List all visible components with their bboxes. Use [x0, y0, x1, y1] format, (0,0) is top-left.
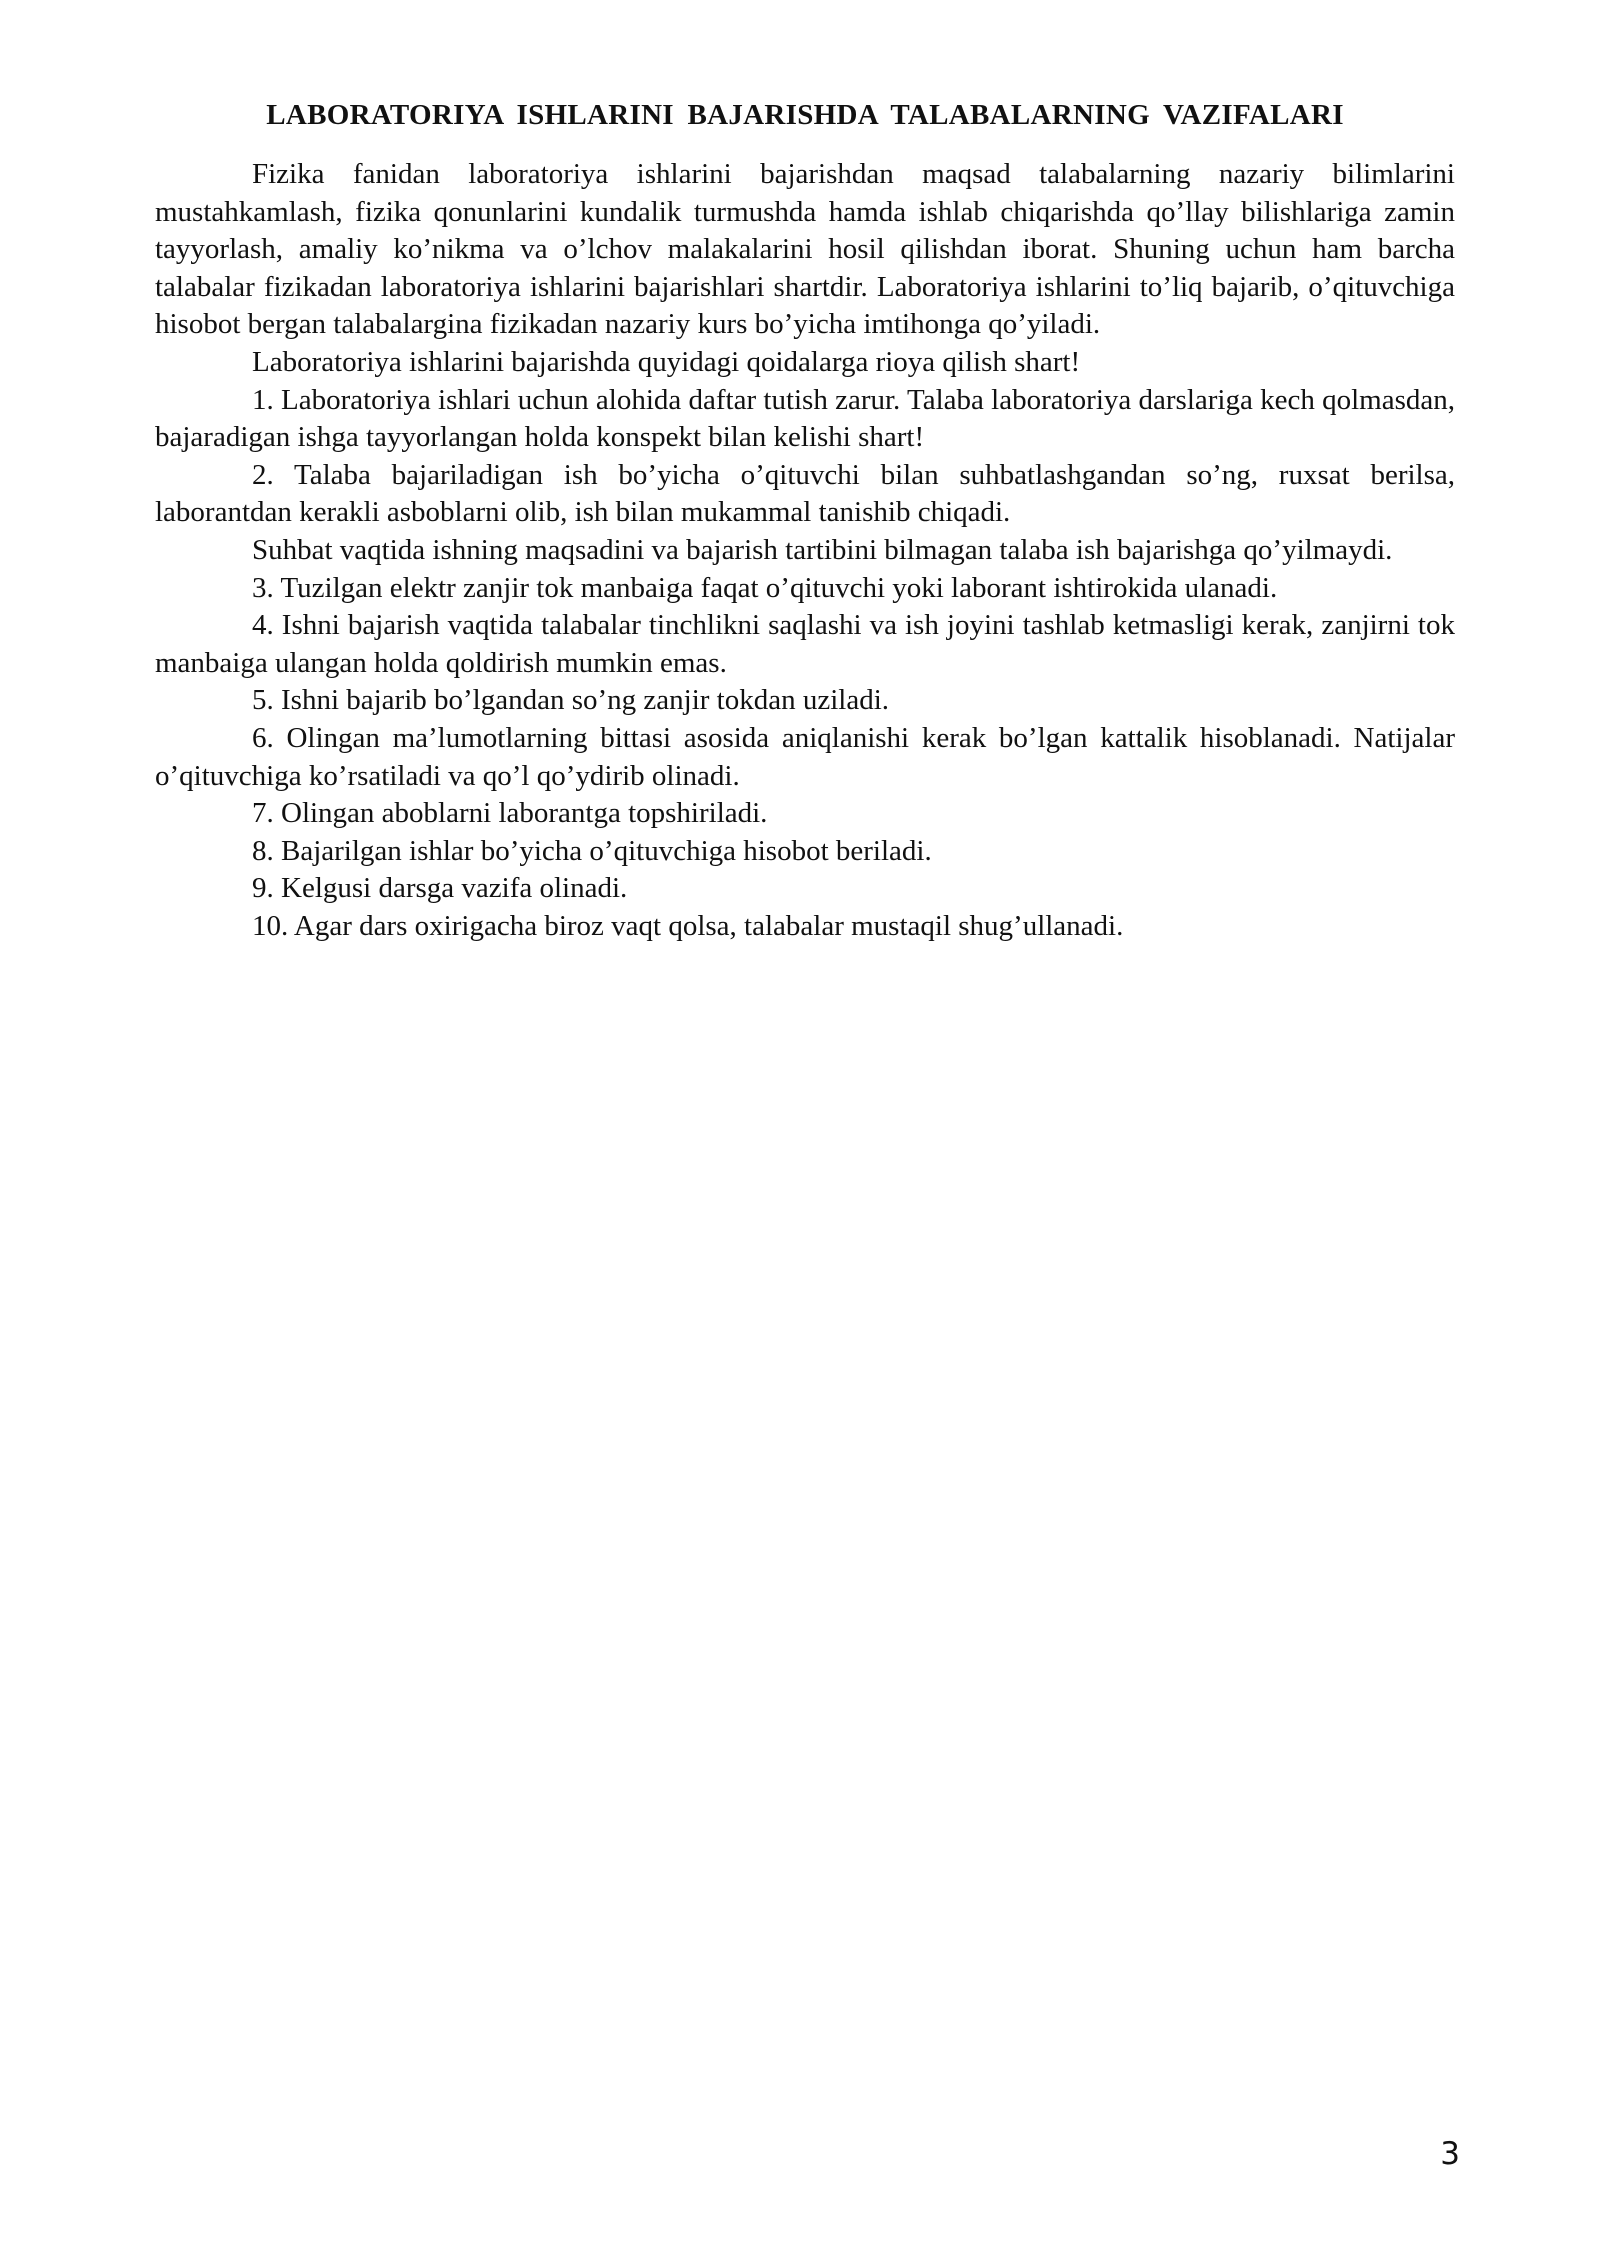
- page-content: [155, 96, 1455, 945]
- rule-2-note-paragraph: Suhbat vaqtida ishning maqsadini va bajarish tartibini bilmagan talaba ish bajarishga qo’yilmaydi.: [252, 533, 1393, 566]
- page-number: 3: [1440, 2136, 1460, 2172]
- rule-2-paragraph: 2. Talaba bajariladigan ish bo’yicha o’qituvchi bilan suhbatlashgandan so’ng, ruxsat berilsa, laborantdan kerakli asboblarni olib, ish bilan mukammal tanishib chiqadi.: [155, 458, 1455, 529]
- rules-lead-paragraph: Laboratoriya ishlarini bajarishda quyidagi qoidalarga rioya qilish shart!: [252, 345, 1081, 378]
- rule-6-paragraph: 6. Olingan ma’lumotlarning bittasi asosida aniqlanishi kerak bo’lgan kattalik hisoblanadi. Natijalar o’qituvchiga ko’rsatiladi va qo’l qo’ydirib olinadi.: [155, 721, 1455, 792]
- document-title: LABORATORIYA ISHLARINI BAJARISHDA TALABALARNING VAZIFALARI: [266, 99, 1344, 131]
- rule-4-paragraph: 4. Ishni bajarish vaqtida talabalar tinchlikni saqlashi va ish joyini tashlab ketmasligi kerak, zanjirni tok manbaiga ulangan holda qoldirish mumkin emas.: [155, 609, 1455, 679]
- rule-8-paragraph: 8. Bajarilgan ishlar bo’yicha o’qituvchiga hisobot beriladi.: [252, 834, 932, 867]
- rule-5-paragraph: 5. Ishni bajarib bo’lgandan so’ng zanjir tokdan uziladi.: [252, 684, 890, 717]
- rule-10-paragraph: 10. Agar dars oxirigacha biroz vaqt qolsa, talabalar mustaqil shug’ullanadi.: [252, 909, 1124, 942]
- rule-1-paragraph: 1. Laboratoriya ishlari uchun alohida daftar tutish zarur. Talaba laboratoriya darslariga kech qolmasdan, bajaradigan ishga tayyorlangan holda konspekt bilan kelishi shart!: [155, 383, 1455, 454]
- intro-paragraph: Fizika fanidan laboratoriya ishlarini bajarishdan maqsad talabalarning nazariy bilimlarini mustahkamlash, fizika qonunlarini kundalik turmushda hamda ishlab chiqarishda qo’llay bilishlariga zamin tayyorlash, amaliy ko’nikma va o’lchov malakalarini hosil qilishdan iborat. Shuning uchun ham barcha talabalar fizikadan laboratoriya ishlarini bajarishlari shartdir. Laboratoriya ishlarini to’liq bajarib, o’qituvchiga hisobot bergan talabalargina fizikadan nazariy kurs bo’yicha imtihonga qo’yiladi.: [155, 158, 1455, 341]
- rule-3-paragraph: 3. Tuzilgan elektr zanjir tok manbaiga faqat o’qituvchi yoki laborant ishtirokida ulanadi.: [252, 571, 1278, 604]
- rule-7-paragraph: 7. Olingan aboblarni laborantga topshiriladi.: [252, 797, 768, 830]
- rule-9-paragraph: 9. Kelgusi darsga vazifa olinadi.: [252, 872, 628, 905]
